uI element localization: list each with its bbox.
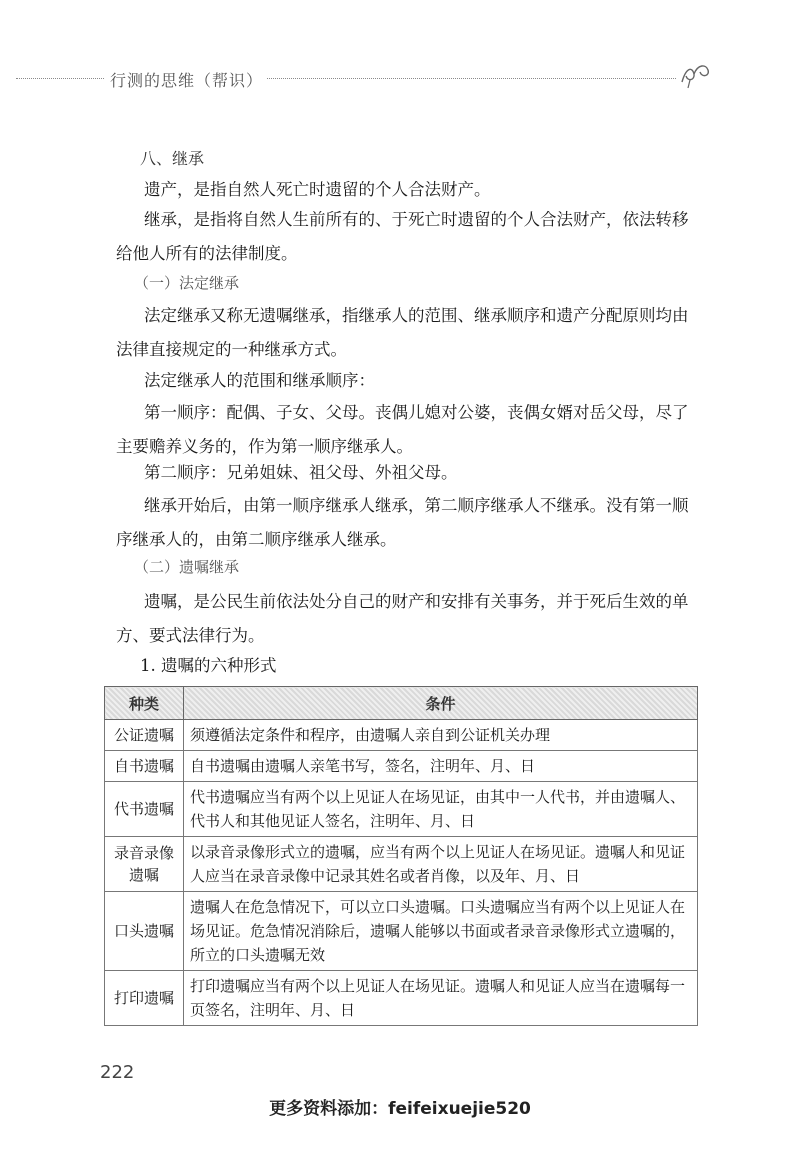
will-condition: 自书遗嘱由遗嘱人亲笔书写，签名，注明年、月、日 <box>184 751 698 782</box>
table-row <box>105 720 698 751</box>
will-kind: 自书遗嘱 <box>105 751 184 782</box>
will-definition: 遗嘱，是公民生前依法处分自己的财产和安排有关事务，并于死后生效的单方、要式法律行为。 <box>116 592 689 645</box>
leaf-ornament-icon <box>676 60 716 90</box>
estate-definition: 遗产，是指自然人死亡时遗留的个人合法财产。 <box>144 180 491 199</box>
table-row <box>105 837 698 892</box>
second-order: 第二顺序：兄弟姐妹、祖父母、外祖父母。 <box>144 463 458 482</box>
table-row <box>105 751 698 782</box>
testamentary-heading: （二）遗嘱继承 <box>134 558 240 576</box>
header-rule-left <box>16 78 104 79</box>
table-row <box>105 971 698 1026</box>
column-header-kind: 种类 <box>105 687 184 720</box>
header-rule-right <box>236 78 676 79</box>
will-condition: 代书遗嘱应当有两个以上见证人在场见证，由其中一人代书，并由遗嘱人、代书人和其他见证人签名，注明年、月、日 <box>184 782 698 837</box>
will-forms-title: 1. 遗嘱的六种形式 <box>140 656 277 675</box>
will-condition: 打印遗嘱应当有两个以上见证人在场见证。遗嘱人和见证人应当在遗嘱每一页签名，注明年、月、日 <box>184 971 698 1026</box>
statutory-definition: 法定继承又称无遗嘱继承，指继承人的范围、继承顺序和遗产分配原则均由法律直接规定的一种继承方式。 <box>116 306 689 359</box>
will-condition: 须遵循法定条件和程序，由遗嘱人亲自到公证机关办理 <box>184 720 698 751</box>
will-kind: 打印遗嘱 <box>105 971 184 1026</box>
inheritance-order: 继承开始后，由第一顺序继承人继承，第二顺序继承人不继承。没有第一顺序继承人的，由第二顺序继承人继承。 <box>116 496 689 549</box>
running-header <box>0 66 800 90</box>
header-title: 行测的思维（帮识） <box>106 68 267 91</box>
column-header-condition: 条件 <box>184 687 698 720</box>
will-kind: 代书遗嘱 <box>105 782 184 837</box>
will-forms-table <box>104 686 698 1026</box>
table-header-row <box>105 687 698 720</box>
first-order: 第一顺序：配偶、子女、父母。丧偶儿媳对公婆，丧偶女婿对岳父母，尽了主要赡养义务的，作为第一顺序继承人。 <box>116 403 689 456</box>
table-row <box>105 892 698 971</box>
will-kind: 公证遗嘱 <box>105 720 184 751</box>
page-number: 222 <box>100 1062 135 1083</box>
will-kind: 录音录像遗嘱 <box>105 837 184 892</box>
statutory-heading: （一）法定继承 <box>134 274 240 292</box>
inheritance-definition: 继承，是指将自然人生前所有的、于死亡时遗留的个人合法财产，依法转移给他人所有的法律制度。 <box>116 210 689 263</box>
will-kind: 口头遗嘱 <box>105 892 184 971</box>
will-condition: 遗嘱人在危急情况下，可以立口头遗嘱。口头遗嘱应当有两个以上见证人在场见证。危急情况消除后，遗嘱人能够以书面或者录音录像形式立遗嘱的，所立的口头遗嘱无效 <box>184 892 698 971</box>
footer-note: 更多资料添加：feifeixuejie520 <box>269 1099 531 1119</box>
section-heading: 八、继承 <box>140 149 205 168</box>
will-condition: 以录音录像形式立的遗嘱，应当有两个以上见证人在场见证。遗嘱人和见证人应当在录音录像中记录其姓名或者肖像，以及年、月、日 <box>184 837 698 892</box>
table-row <box>105 782 698 837</box>
statutory-scope: 法定继承人的范围和继承顺序： <box>144 371 375 390</box>
